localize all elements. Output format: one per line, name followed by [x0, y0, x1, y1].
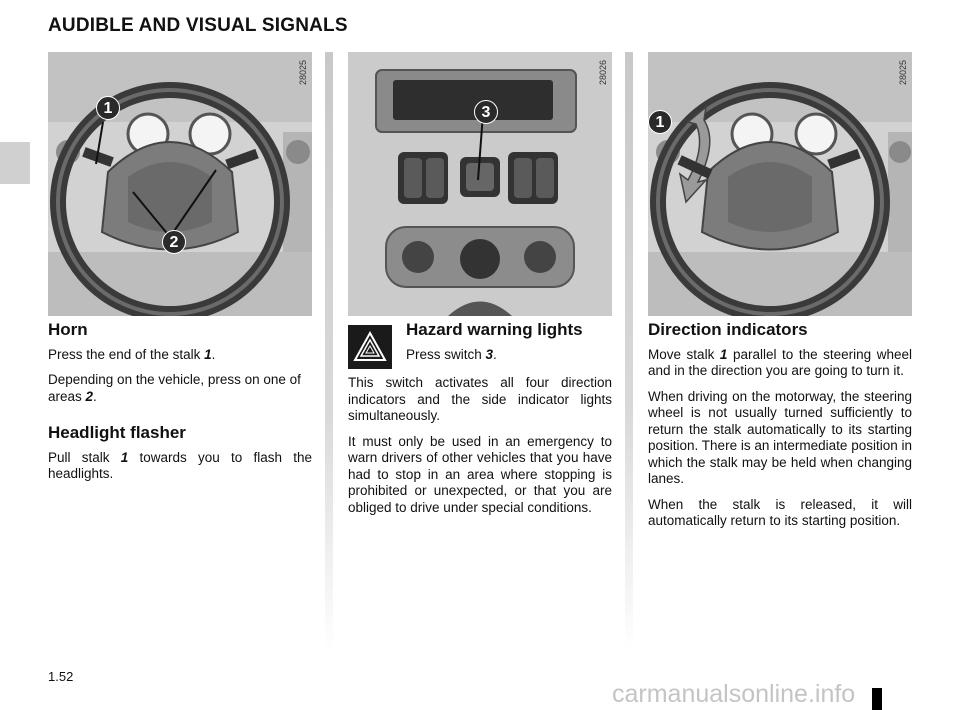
hazard-paragraph-3: It must only be used in an emergency to warn drivers of other vehicles that you have had to stop in an area where stopping is prohibited or unexpected, or that you are obliged to drive under special conditions. — [348, 433, 612, 515]
hazard-heading: Hazard warning lights — [406, 320, 583, 339]
direction-heading: Direction indicators — [648, 320, 808, 339]
figure-code-3: 28025 — [898, 60, 908, 86]
horn-paragraph-1: Press the end of the stalk 1. — [48, 346, 216, 362]
callout-1b: 1 — [648, 110, 672, 134]
horn-heading: Horn — [48, 320, 88, 339]
direction-paragraph-1: Move stalk 1 parallel to the steering wheel and in the direction you are going to turn it. — [648, 346, 912, 378]
column-right — [648, 322, 912, 539]
figure-code-1: 28025 — [298, 60, 308, 86]
direction-paragraph-2: When driving on the motorway, the steering wheel is not usually turned sufficiently to return the stalk automatically to its starting position. There is an intermediate position in which the stalk may be held when changing lanes. — [648, 388, 912, 486]
flasher-heading: Headlight flasher — [48, 423, 186, 442]
column-divider-2 — [625, 52, 633, 652]
figure-direction-indicators — [648, 52, 912, 316]
callout-2: 2 — [162, 230, 186, 254]
column-left — [48, 322, 312, 492]
figure-hazard-switch — [348, 52, 612, 316]
hazard-paragraph-1: Press switch 3. — [406, 346, 497, 362]
flasher-paragraph: Pull stalk 1 towards you to flash the headlights. — [48, 449, 312, 481]
footer-mark — [872, 688, 882, 710]
horn-paragraph-2: Depending on the vehicle, press on one of areas 2. — [48, 372, 301, 404]
direction-paragraph-3: When the stalk is released, it will automatically return to its starting position. — [648, 496, 912, 528]
figure-code-2: 28026 — [598, 60, 608, 86]
callout-3: 3 — [474, 100, 498, 124]
column-middle — [348, 322, 612, 525]
watermark: carmanualsonline.info — [612, 680, 856, 708]
figure-steering-wheel-horn — [48, 52, 312, 316]
column-divider-1 — [325, 52, 333, 652]
hazard-paragraph-2: This switch activates all four direction indicators and the side indicator lights simultaneously. — [348, 375, 612, 423]
page-title: AUDIBLE AND VISUAL SIGNALS — [48, 15, 348, 36]
section-side-tab — [0, 142, 30, 184]
callout-1: 1 — [96, 96, 120, 120]
page-number: 1.52 — [48, 669, 74, 684]
